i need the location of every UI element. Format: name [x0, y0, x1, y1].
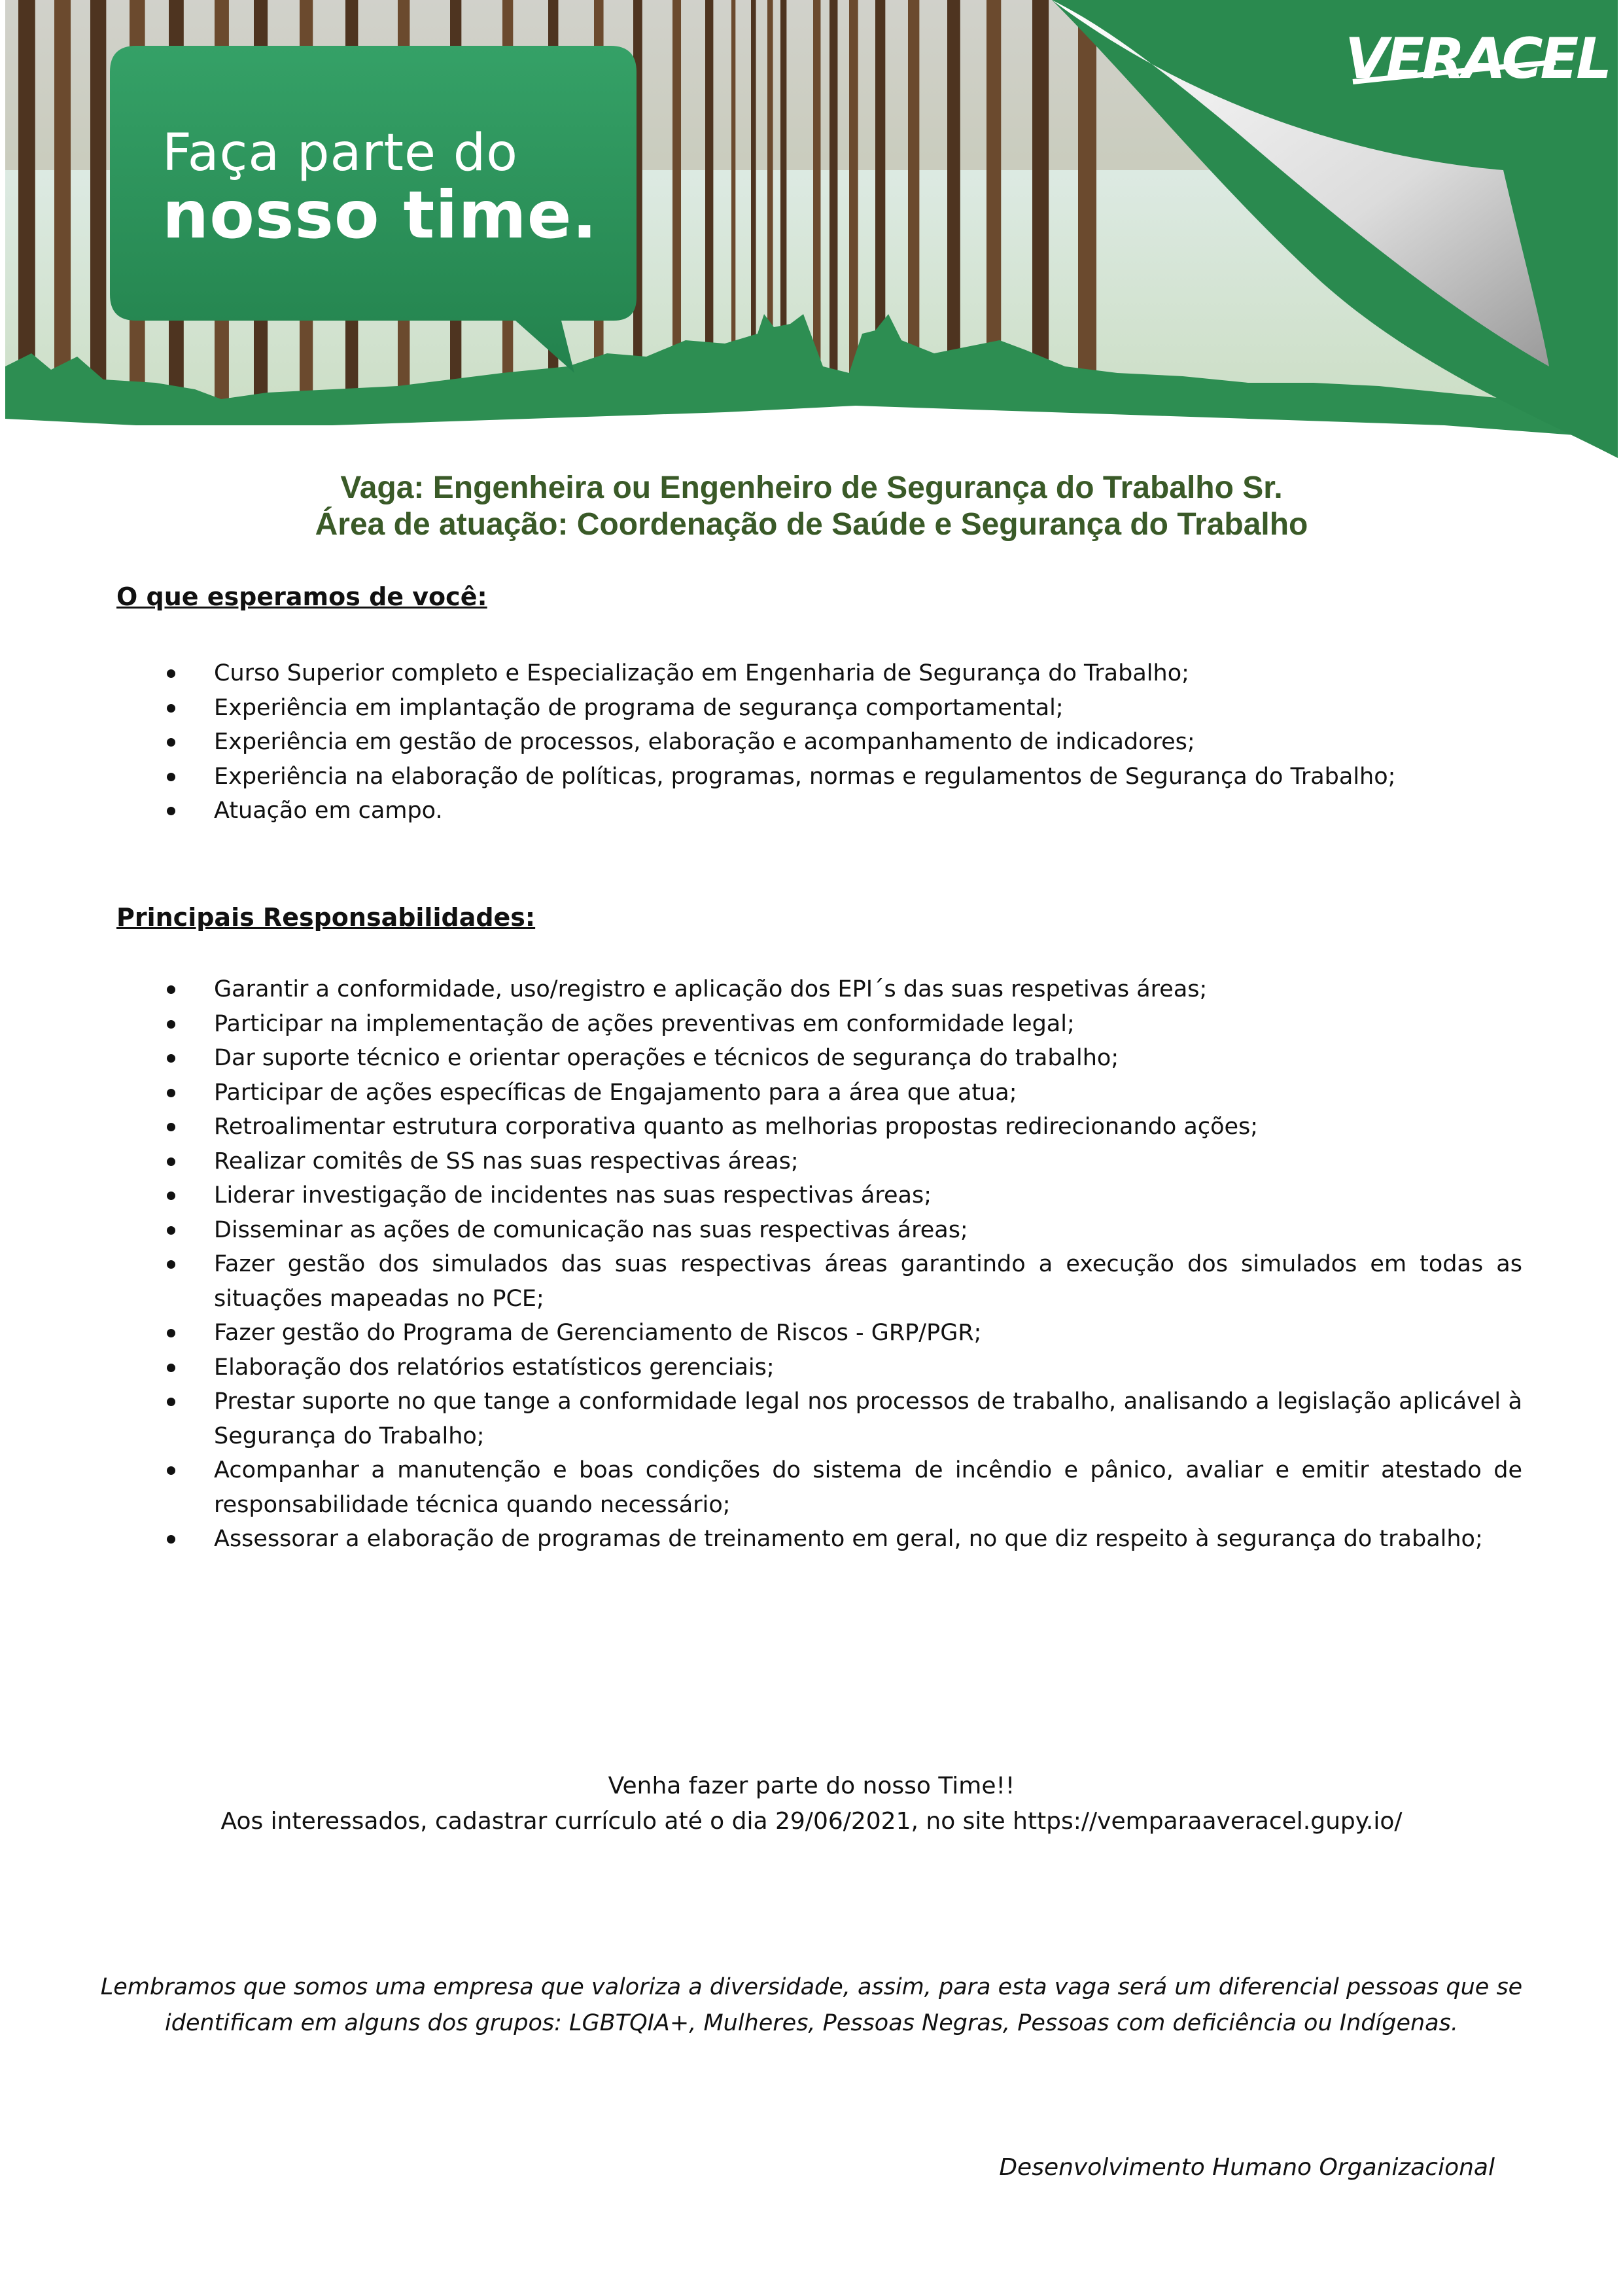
list-item: Elaboração dos relatórios estatísticos gerenciais;: [0, 1351, 1522, 1385]
list-item: Participar na implementação de ações preventivas em conformidade legal;: [0, 1007, 1522, 1042]
job-title: Vaga: Engenheira ou Engenheiro de Segurança do Trabalho Sr.: [340, 470, 1283, 505]
list-item: Realizar comitês de SS nas suas respectivas áreas;: [0, 1144, 1522, 1179]
tree-trunk: [90, 0, 106, 419]
list-item: Retroalimentar estrutura corporativa quanto as melhorias propostas redirecionando ações;: [0, 1110, 1522, 1144]
header-banner: [5, 0, 1618, 458]
responsibilities-heading: Principais Responsabilidades:: [116, 903, 536, 932]
signature: Desenvolvimento Humano Organizacional: [999, 2154, 1495, 2181]
bubble-text: [162, 124, 598, 253]
bubble-line-2: nosso time.: [162, 177, 598, 253]
list-item: Garantir a conformidade, uso/registro e aplicação dos EPI´s das suas respetivas áreas;: [0, 972, 1522, 1007]
list-item: Experiência na elaboração de políticas, programas, normas e regulamentos de Segurança do Trabalho;: [0, 760, 1522, 794]
expectations-heading: O que esperamos de você:: [116, 582, 487, 611]
diversity-note-line-2: identificam em alguns dos grupos: LGBTQIA+, Mulheres, Pessoas Negras, Pessoas com deficiência ou Indígenas.: [165, 2010, 1458, 2036]
list-item: Prestar suporte no que tange a conformidade legal nos processos de trabalho, analisando a legislação aplicável à Segurança do Trabalho;: [0, 1385, 1522, 1453]
cta-line-1: Venha fazer parte do nosso Time!!: [608, 1773, 1015, 1799]
list-item: Assessorar a elaboração de programas de treinamento em geral, no que diz respeito à segurança do trabalho;: [0, 1522, 1522, 1557]
cta-line-2: Aos interessados, cadastrar currículo até o dia 29/06/2021, no site https://vemparaaveracel.gupy.io/: [220, 1808, 1403, 1835]
list-item: Fazer gestão do Programa de Gerenciamento de Riscos - GRP/PGR;: [0, 1316, 1522, 1351]
veracel-logo: VERACEL: [1345, 26, 1610, 92]
list-item: Participar de ações específicas de Engajamento para a área que atua;: [0, 1076, 1522, 1110]
list-item: Disseminar as ações de comunicação nas suas respectivas áreas;: [0, 1213, 1522, 1248]
list-item: Curso Superior completo e Especialização em Engenharia de Segurança do Trabalho;: [0, 656, 1522, 691]
list-item: Dar suporte técnico e orientar operações e técnicos de segurança do trabalho;: [0, 1041, 1522, 1076]
expectations-list: [0, 656, 1522, 828]
tree-trunk: [1078, 0, 1096, 419]
diversity-note-line-1: Lembramos que somos uma empresa que valoriza a diversidade, assim, para esta vaga será um diferencial pessoas que se: [100, 1974, 1523, 2000]
responsibilities-list: [0, 972, 1522, 1557]
list-item: Liderar investigação de incidentes nas suas respectivas áreas;: [0, 1178, 1522, 1213]
list-item: Experiência em gestão de processos, elaboração e acompanhamento de indicadores;: [0, 725, 1522, 760]
list-item: Experiência em implantação de programa de segurança comportamental;: [0, 691, 1522, 726]
job-area: Área de atuação: Coordenação de Saúde e Segurança do Trabalho: [315, 507, 1308, 542]
tree-trunk: [54, 0, 71, 419]
tree-trunk: [829, 0, 837, 419]
list-item: Atuação em campo.: [0, 794, 1522, 828]
list-item: Fazer gestão dos simulados das suas respectivas áreas garantindo a execução dos simulados em todas as situações mapeadas no PCE;: [0, 1247, 1522, 1316]
list-item: Acompanhar a manutenção e boas condições do sistema de incêndio e pânico, avaliar e emitir atestado de responsabilidade técnica quando necessário;: [0, 1453, 1522, 1522]
bubble-line-1: Faça parte do: [162, 124, 518, 183]
